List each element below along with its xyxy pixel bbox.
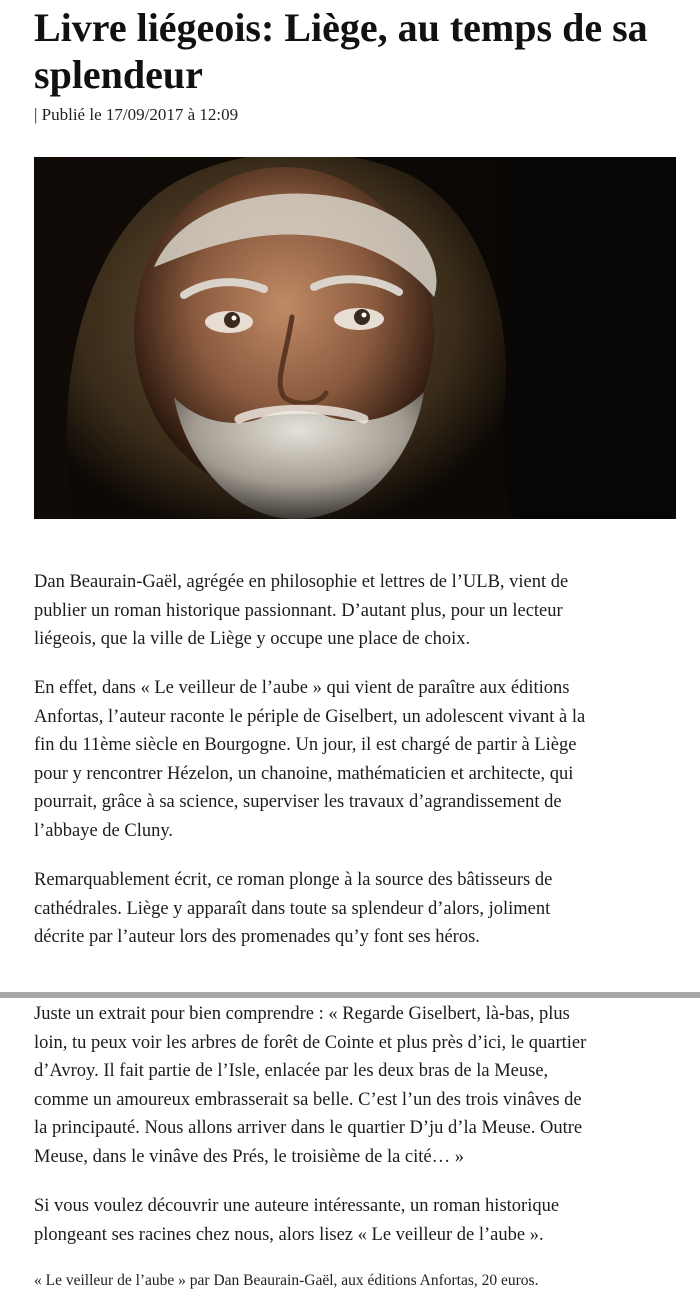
paragraph-intro: Dan Beaurain-Gaël, agrégée en philosophie et lettres de l’ULB, vient de publier un roman historique passionnant. D’autant plus, pour un lecteur liégeois, que la ville de Liège y occupe une place de choix.: [34, 572, 569, 649]
section-divider: [0, 992, 700, 998]
paragraph-excerpt: Juste un extrait pour bien comprendre : « Regarde Giselbert, là-bas, plus loin, tu peux voir les arbres de forêt de Cointe et plus près d’ici, le quartier d’Avroy. Il fait partie de l’Isle, enlacée par les deux bras de la Meuse, comme un amoureux embrasserait sa belle. C’est l’un des trois vinâves de la principauté. Nous allons arriver dans le quartier D’ju d’la Meuse. Outre Meuse, dans le vinâve des Prés, le troisième de la cité… »: [34, 1004, 587, 1167]
publish-date: | Publié le 17/09/2017 à 12:09: [34, 105, 239, 124]
portrait-illustration: [34, 157, 676, 519]
paragraph-review: Remarquablement écrit, ce roman plonge à la source des bâtisseurs de cathédrales. Liège y apparaît dans toute sa splendeur d’alors, joliment décrite par l’auteur lors des promenades qu’y font ses héros.: [34, 870, 553, 947]
book-caption: « Le veilleur de l’aube » par Dan Beaurain-Gaël, aux éditions Anfortas, 20 euros.: [34, 1272, 539, 1289]
article-photo: [34, 157, 676, 519]
article-title: Livre liégeois: Liège, au temps de sa splendeur: [34, 5, 648, 97]
paragraph-summary: En effet, dans « Le veilleur de l’aube » qui vient de paraître aux éditions Anfortas, l’auteur raconte le périple de Giselbert, un adolescent vivant à la fin du 11ème siècle en Bourgogne. Un jour, il est chargé de partir à Liège pour y rencontrer Hézelon, un chanoine, mathématicien et architecte, qui pourrait, grâce à sa science, superviser les travaux d’agrandissement de l’abbaye de Cluny.: [34, 678, 586, 841]
paragraph-recommendation: Si vous voulez découvrir une auteure intéressante, un roman historique plongeant ses racines chez nous, alors lisez « Le veilleur de l’aube ».: [34, 1196, 560, 1245]
